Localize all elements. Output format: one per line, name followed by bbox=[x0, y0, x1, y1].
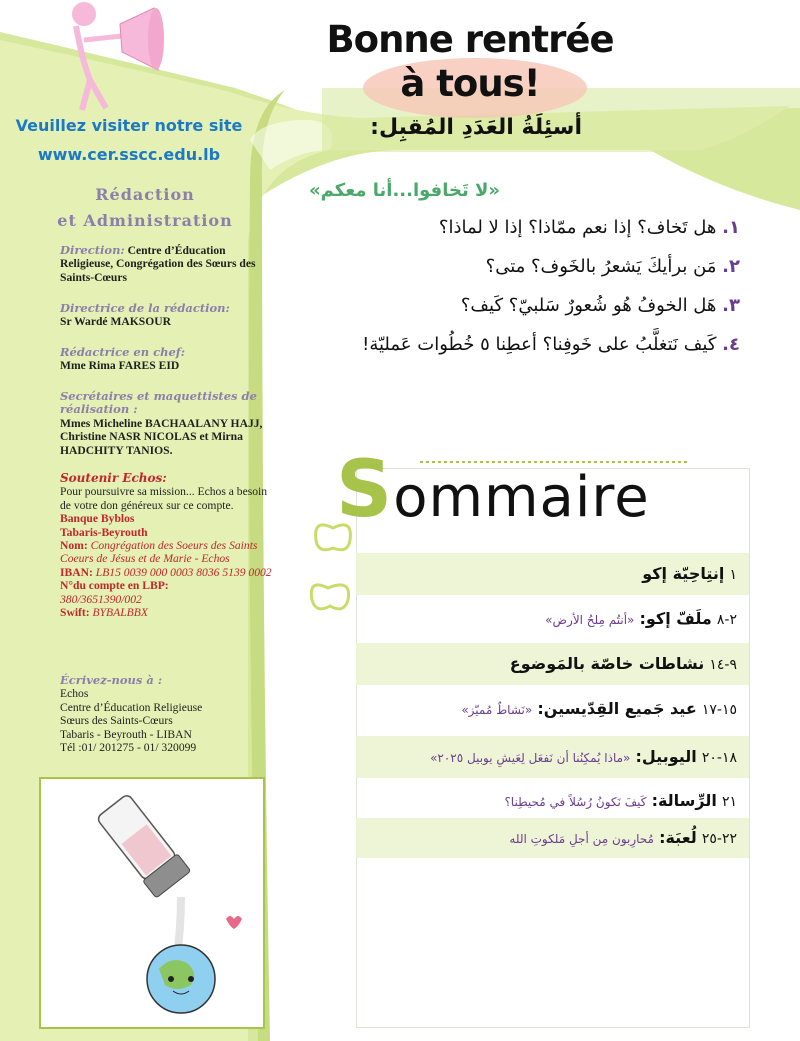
row-pages: ١٥-١٧ bbox=[701, 702, 737, 718]
next-issue-quote: «لا تَخافوا...أنا معكم» bbox=[308, 180, 500, 201]
direction-label: Direction: bbox=[60, 243, 125, 257]
redactrice-text: Mme Rima FARES EID bbox=[60, 359, 180, 373]
secretaires-block bbox=[60, 390, 275, 457]
row-pages: ١ bbox=[729, 567, 737, 583]
question-item bbox=[461, 295, 740, 316]
megaphone-character-illustration bbox=[62, 0, 172, 115]
row-title: الرِّسالة: bbox=[651, 791, 717, 810]
secretaires-label: Secrétaires et maquettistes de réalisation : bbox=[60, 389, 257, 417]
sommaire-title bbox=[336, 445, 650, 535]
address-line: Sœurs des Saints-Cœurs bbox=[60, 714, 173, 728]
sommaire-initial: S bbox=[336, 445, 394, 535]
question-text: كَيف نَتغلَّبُ على خَوفِنا؟ أعطِنا ٥ خُطُوات عَمليّة! bbox=[362, 334, 717, 355]
row-pages: ٢-٨ bbox=[716, 612, 737, 628]
sommaire-row[interactable] bbox=[356, 736, 749, 778]
direction-block bbox=[60, 244, 275, 284]
direction-text: Centre d’Éducation Religieuse, Congrégation des Sœurs des Saints-Cœurs bbox=[60, 244, 256, 284]
address-line: Echos bbox=[60, 687, 89, 701]
question-text: هل تَخاف؟ إذا نعم ممّاذا؟ إذا لا لماذا؟ bbox=[438, 217, 717, 238]
lbp-label: N°du compte en LBP: bbox=[60, 579, 169, 593]
row-subtitle: «نَشاطٌ مُميّز» bbox=[461, 703, 533, 717]
sommaire-rest: ommaire bbox=[393, 465, 650, 530]
page-title bbox=[300, 18, 640, 106]
question-item bbox=[486, 256, 740, 277]
question-text: مَن برأيكَ يَشعرُ بالخَوف؟ متى؟ bbox=[485, 256, 717, 277]
sommaire-row[interactable] bbox=[356, 598, 749, 640]
row-subtitle: «ماذا يُمكِنُنا أن نَفعَل لِعَيشِ يوبيل ٢٠٢٥» bbox=[430, 751, 631, 765]
sommaire-row[interactable] bbox=[356, 553, 749, 595]
row-subtitle: كَيفَ نَكونُ رُسُلاً في مُحيطِنا؟ bbox=[504, 795, 647, 809]
secretaires-text: Mmes Micheline BACHAALANY HAJJ, Christine NASR NICOLAS et Mirna HADCHITY TANIOS. bbox=[60, 416, 263, 457]
sommaire-row[interactable] bbox=[356, 688, 749, 730]
nom-label: Nom: bbox=[60, 539, 88, 553]
title-line-2: à tous! bbox=[400, 62, 540, 105]
question-number: ٢. bbox=[722, 256, 740, 277]
question-number: ٤. bbox=[722, 334, 740, 355]
question-number: ١. bbox=[722, 217, 740, 238]
question-item bbox=[362, 334, 740, 355]
contact-block bbox=[60, 674, 275, 754]
bank-name: Banque Byblos bbox=[60, 512, 135, 526]
row-title: إنتِاحِيّة إكو bbox=[642, 564, 725, 583]
row-title: نشاطات خاصّة بالمَوضوع bbox=[509, 654, 705, 673]
sommaire-row[interactable] bbox=[356, 818, 749, 858]
phone-line: Tél :01/ 201275 - 01/ 320099 bbox=[60, 741, 197, 755]
visit-site-text: Veuillez visiter notre site bbox=[15, 116, 243, 135]
soutenir-label: Soutenir Echos: bbox=[60, 471, 167, 485]
address-line: Tabaris - Beyrouth - LIBAN bbox=[60, 727, 192, 741]
row-pages: ١٨-٢٠ bbox=[701, 750, 737, 766]
question-item bbox=[439, 217, 740, 238]
directrice-text: Sr Wardé MAKSOUR bbox=[60, 315, 172, 329]
question-text: هَل الخوفُ هُو شُعورٌ سَلبيّ؟ كَيف؟ bbox=[460, 295, 717, 316]
salt-shaker-earth-illustration bbox=[39, 777, 265, 1029]
row-subtitle: «أنتُم مِلحُ الأرض» bbox=[545, 613, 635, 627]
row-pages: ٢١ bbox=[721, 794, 737, 810]
butterfly-icon bbox=[308, 518, 358, 628]
title-line-1: Bonne rentrée bbox=[326, 18, 614, 61]
next-issue-heading: أسئِلَةُ العَدَدِ المُقبِل: bbox=[370, 115, 582, 140]
row-title: لُعبَة: bbox=[659, 828, 697, 847]
address-line: Centre d’Éducation Religieuse bbox=[60, 700, 203, 714]
directrice-block bbox=[60, 302, 275, 329]
sommaire-row[interactable] bbox=[356, 643, 749, 685]
row-subtitle: مُحارِبون مِن أجلِ مَلكوتِ الله bbox=[509, 832, 654, 846]
row-pages: ٩-١٤ bbox=[709, 657, 737, 673]
redactrice-block bbox=[60, 346, 275, 373]
sommaire-row[interactable] bbox=[356, 781, 749, 821]
redaction-heading-line-2: et Administration bbox=[57, 211, 233, 230]
soutenir-block bbox=[60, 472, 275, 619]
redactrice-label: Rédactrice en chef: bbox=[60, 345, 185, 359]
swift-label: Swift: bbox=[60, 606, 90, 620]
row-title: ملَفّ إكو: bbox=[639, 609, 712, 628]
question-number: ٣. bbox=[722, 295, 740, 316]
row-title: اليوبيل: bbox=[635, 747, 697, 766]
directrice-label: Directrice de la rédaction: bbox=[60, 301, 230, 315]
iban-value: LB15 0039 000 0003 8036 5139 0002 bbox=[95, 565, 272, 579]
redaction-heading-line-1: Rédaction bbox=[95, 185, 195, 204]
nom-value: Congrégation des Soeurs des Saints Coeurs de Jésus et de Marie - Echos bbox=[60, 539, 258, 566]
website-link[interactable]: www.cer.sscc.edu.lb bbox=[37, 145, 221, 164]
row-title: عيد جَميع القِدّيسين: bbox=[537, 699, 697, 718]
soutenir-text: Pour poursuivre sa mission... Echos a besoin de votre don généreux sur ce compte. bbox=[60, 485, 268, 512]
ecrivez-label: Écrivez-nous à : bbox=[60, 673, 163, 687]
bank-branch: Tabaris-Beyrouth bbox=[60, 525, 148, 539]
salt-shaker-icon bbox=[41, 779, 263, 1027]
row-pages: ٢٢-٢٥ bbox=[701, 831, 737, 847]
lbp-value: 380/3651390/002 bbox=[60, 592, 142, 606]
swift-value: BYBALBBX bbox=[92, 606, 148, 620]
iban-label: IBAN: bbox=[60, 565, 93, 579]
